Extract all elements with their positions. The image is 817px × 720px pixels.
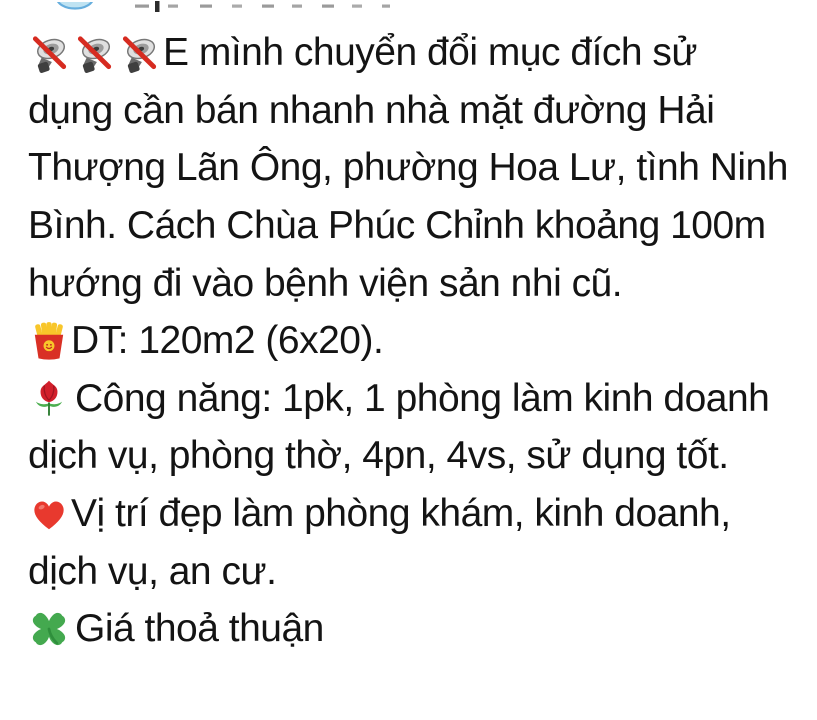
previous-line-remnant bbox=[120, 0, 440, 12]
post-line bbox=[28, 82, 807, 140]
previous-line-fragment bbox=[0, 0, 817, 14]
rose-icon bbox=[28, 377, 70, 419]
post-line-text: dịch vụ, an cư. bbox=[28, 549, 277, 593]
blue-circle-fragment-icon bbox=[52, 0, 98, 11]
post-line-text: dịch vụ, phòng thờ, 4pn, 4vs, sử dụng tốt. bbox=[28, 434, 729, 478]
post-line bbox=[28, 254, 807, 312]
post-line bbox=[28, 427, 807, 485]
post-line bbox=[28, 312, 807, 370]
post-line-text: Vị trí đẹp làm phòng khám, kinh doanh, bbox=[71, 492, 731, 536]
post-line bbox=[28, 139, 807, 197]
muted-speaker-icon bbox=[118, 32, 160, 74]
post-line-text: dụng cần bán nhanh nhà mặt đường Hải bbox=[28, 88, 715, 132]
post-line-text: Giá thoả thuận bbox=[75, 607, 324, 651]
post-line bbox=[28, 24, 807, 82]
post-line bbox=[28, 542, 807, 600]
post-line-text: hướng đi vào bệnh viện sản nhi cũ. bbox=[28, 261, 623, 305]
post-line bbox=[28, 485, 807, 543]
post-line-text: DT: 120m2 (6x20). bbox=[71, 319, 384, 363]
post-line bbox=[28, 197, 807, 255]
post-line-text: E mình chuyển đổi mục đích sử bbox=[163, 31, 698, 75]
muted-speaker-icon bbox=[28, 32, 70, 74]
post-line-text: Công năng: 1pk, 1 phòng làm kinh doanh bbox=[75, 376, 770, 420]
french-fries-icon bbox=[28, 320, 70, 362]
post-line-text: Thượng Lãn Ông, phường Hoa Lư, tình Ninh bbox=[28, 146, 788, 190]
muted-speaker-icon bbox=[73, 32, 115, 74]
post-line-text: Bình. Cách Chùa Phúc Chỉnh khoảng 100m bbox=[28, 204, 766, 248]
post-line bbox=[28, 600, 807, 658]
four-leaf-clover-icon bbox=[28, 608, 70, 650]
post-body bbox=[28, 24, 807, 658]
red-heart-icon bbox=[28, 493, 70, 535]
post-line bbox=[28, 370, 807, 428]
